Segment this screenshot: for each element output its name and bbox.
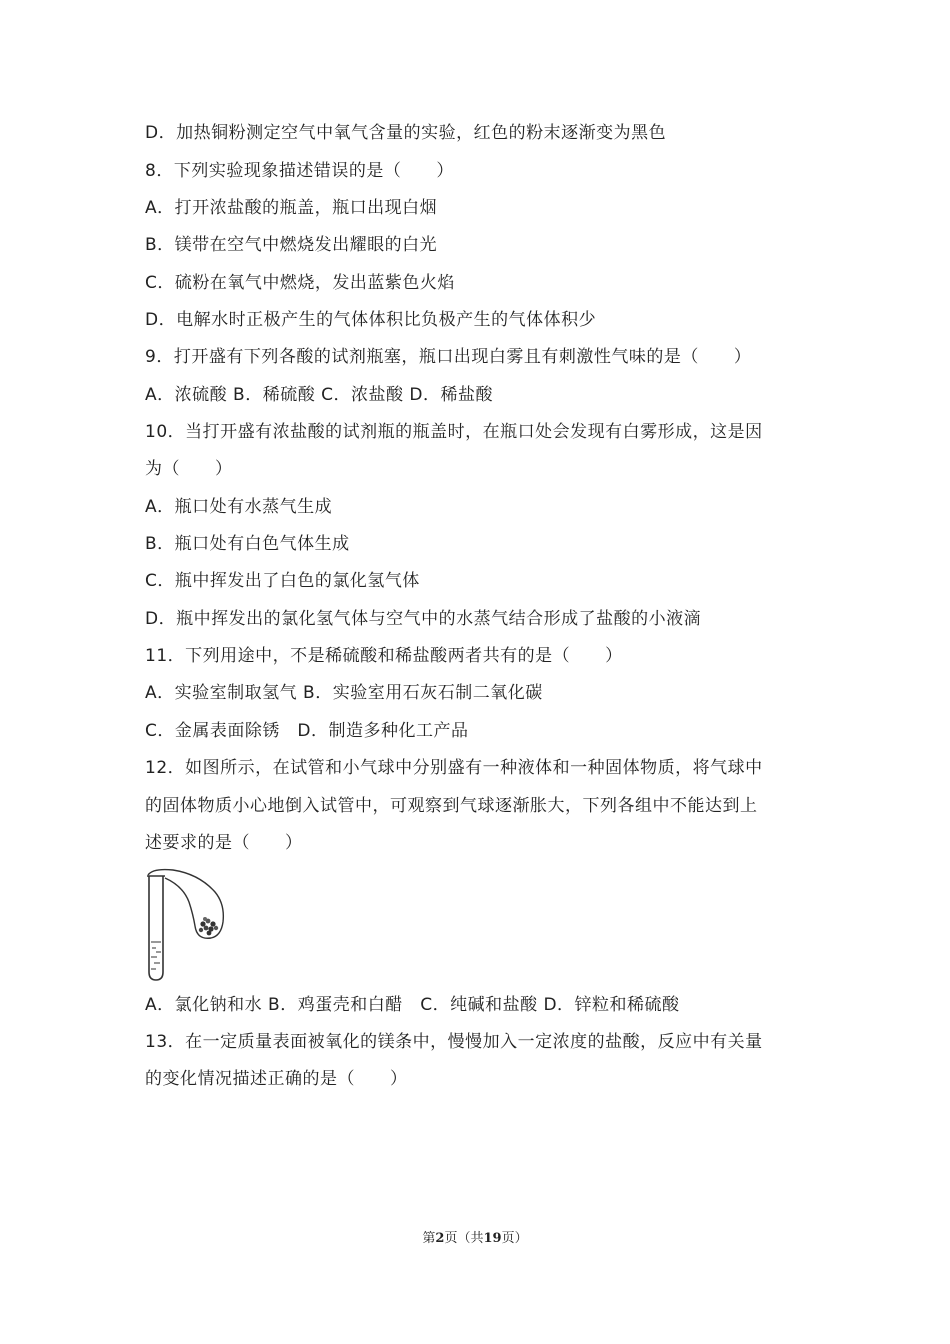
option-10a: A．瓶口处有水蒸气生成 bbox=[145, 497, 333, 517]
footer-total-pages: 19 bbox=[483, 1231, 502, 1246]
option-8d: D．电解水时正极产生的气体体积比负极产生的气体体积少 bbox=[145, 310, 597, 330]
question-10-line2: 为（ ） bbox=[145, 459, 233, 479]
options-9: A．浓硫酸 B．稀硫酸 C．浓盐酸 D．稀盐酸 bbox=[145, 385, 493, 405]
option-10b: B．瓶口处有白色气体生成 bbox=[145, 534, 350, 554]
footer-page-number: 2 bbox=[435, 1231, 445, 1246]
option-8a: A．打开浓盐酸的瓶盖，瓶口出现白烟 bbox=[145, 198, 438, 218]
question-11: 11．下列用途中，不是稀硫酸和稀盐酸两者共有的是（ ） bbox=[145, 646, 623, 666]
option-8b: B．镁带在空气中燃烧发出耀眼的白光 bbox=[145, 235, 438, 255]
page-footer bbox=[0, 1227, 950, 1246]
options-12: A．氯化钠和水 B．鸡蛋壳和白醋 C．纯碱和盐酸 D．锌粒和稀硫酸 bbox=[145, 995, 680, 1015]
question-13-line2: 的变化情况描述正确的是（ ） bbox=[145, 1069, 408, 1089]
footer-suffix: 页） bbox=[501, 1231, 528, 1246]
question-12-line2: 的固体物质小心地倒入试管中，可观察到气球逐渐胀大，下列各组中不能达到上 bbox=[145, 796, 758, 816]
question-8: 8．下列实验现象描述错误的是（ ） bbox=[145, 161, 454, 181]
footer-prefix: 第 bbox=[422, 1231, 436, 1246]
options-11cd: C．金属表面除锈 D．制造多种化工产品 bbox=[145, 721, 469, 741]
option-7d: D．加热铜粉测定空气中氧气含量的实验，红色的粉末逐渐变为黑色 bbox=[145, 123, 667, 143]
options-11ab: A．实验室制取氢气 B．实验室用石灰石制二氧化碳 bbox=[145, 683, 543, 703]
question-9: 9．打开盛有下列各酸的试剂瓶塞，瓶口出现白雾且有刺激性气味的是（ ） bbox=[145, 347, 752, 367]
question-12-line1: 12．如图所示，在试管和小气球中分别盛有一种液体和一种固体物质，将气球中 bbox=[145, 758, 763, 778]
option-10d: D．瓶中挥发出的氯化氢气体与空气中的水蒸气结合形成了盐酸的小液滴 bbox=[145, 609, 702, 629]
question-13-line1: 13．在一定质量表面被氧化的镁条中，慢慢加入一定浓度的盐酸，反应中有关量 bbox=[145, 1032, 763, 1052]
option-8c: C．硫粉在氧气中燃烧，发出蓝紫色火焰 bbox=[145, 273, 455, 293]
question-12-line3: 述要求的是（ ） bbox=[145, 833, 303, 853]
question-10-line1: 10．当打开盛有浓盐酸的试剂瓶的瓶盖时，在瓶口处会发现有白雾形成，这是因 bbox=[145, 422, 763, 442]
option-10c: C．瓶中挥发出了白色的氯化氢气体 bbox=[145, 571, 420, 591]
footer-mid: 页（共 bbox=[444, 1231, 484, 1246]
test-tube-balloon-figure bbox=[145, 866, 255, 982]
